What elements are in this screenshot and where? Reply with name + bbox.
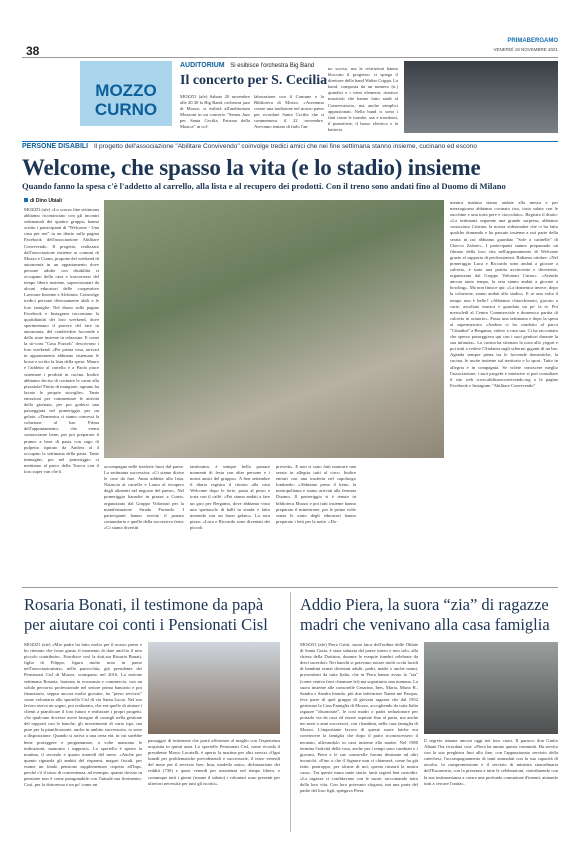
concert-headline: Il concerto per S. Cecilia [180,73,328,88]
feature-col-5: menica mattina siamo andate alla messa e per mezzogiorno abbiamo cucinato riso, torta salata con le zucchine e una torta pere e cioccolato». Registra il diario: «La settimana seguente una grande sorpresa, abbiamo conosciuto Cristina, la nostra videomaker che ci ha fatto qualche domanda e ha passato insieme a noi parte della serata in cui abbiamo guardato "Sole a catinelle" di Checco Zalone». I partecipanti stanno preparando un filmato della loro vita nell'appartamento di Welcome grazie al supporto di professionisti. Ridiamo ottobre: «Nel pomeriggio Luca e Riccardo sono andati a giocare a calcetto, è stato una partita avvincente e divertente, organizzata dal Gruppo Volontari Curno». «Avendo ancora tanto tempo, la sera siamo andati a giocare a bowling». Ma non finisce qui: «La domenica invece, dopo la colazione, siamo andati allo stadio». E se una volta il tempo non è bello? «Abbiamo chiacchierato, giocato a carte, ascoltato musica e guardato un po' la tv. Poi mercoledì al Centro Commerciale e domenica partita di calcetto in oratorio». Passa una settimana e dopo la spesa al supermercato «Andrea ci ha condotto al parco "Cittadini" a Bergamo, videro a casa sua. Ci ha raccontato che spesso passeggiava qui con i suoi genitori durante la sua infanzia». La cucina ha sfornato la torta allo yogurt e poi tutti a vedere l'Atalanta sugli schermi giganti di un bar. Agenda sempre piena tra le faccende domestiche, la cucina, le uscite insieme sul territorio e lo sport. Tutto in allegria e in compagnia. Se volete conoscere meglio l'associazione, i suoi progetti e iniziative si può consultare il sito web www.abilitareconvivendo.org o le pagine Facebook e Instagram "Abilitare Convivendo" [450,200,558,388]
piera-headline: Addio Piera, la suora “zia” di ragazze madri che venivano alla casa famiglia [300,595,550,634]
concert-section-tag: AUDITORIUM [180,62,225,69]
concert-col-2: laborazione con il Comune e la Biblioteca di Mozzo. «Avremmo creare una tradizione nel nostro paese per ricordare Santa Cecilia che si commemora il 22 novembre. Avevamo tentato di farlo l'an- [254,94,324,130]
feature-kicker-text: Il progetto dell'associazione "Abilitare Convivendo" coinvolge tredici amici che nei fine settimana stanno insieme, cucinano ed escono [93,143,478,150]
concert-kicker-text: Si esibisce l'orchestra Big Band [230,63,315,69]
piera-gritti-photo [424,642,558,734]
feature-kicker [22,143,477,150]
page-header-rule [22,44,558,58]
group-photo [104,200,444,458]
lower-divider [22,587,558,588]
rosaria-bonati-photo [148,642,280,734]
piera-col-2: Il segreto rimane ancora oggi nei loro cuori. Il parroco don Giulio Albani l'ha ricordata così: «Piera ha amato questa comunità. Ha servito con la sua preghiera fino alla fine, con l'appassionato servizio della catechesi, l'accompagnamento di tanti ammalati con la sua capacità di ascolto, la compromissione e il servizio di ministra straordinaria dell'Eucarestia, con la presenza a tutte le celebrazioni, contribuendo con la sua testimonianza a creare una profonda comunione d'intenti, aiutando tutti a cercare l'unità». [424,738,558,786]
concert-col-3: no scorso, ma le restrizioni hanno bloccato il progetto» ci spiega il direttore della band Walter Crippa. La band, composta da un numero (n.) quindici e i venti elementi, riunisce musicisti che hanno fatto studi al Conservatorio, ma anche semplici appassionati. Nella band ci sono i fiati come le trombe, sax e tromboni, il pianoforte, il basso elettrico e la batteria. [328,66,398,132]
feature-headline: Welcome, che spasso la vita (e lo stadio) insieme [22,155,481,180]
section-rule [22,141,558,142]
big-band-photo [404,61,558,133]
feature-col-2: accompagna nelle trasferte fuori dal paese. La settimana successiva: «Ci siamo divise le cose da fare. Anna addetta alla lista, Natascia al carrello e Laura al recupero degli alimenti nel negozio del paese». Nel pomeriggio karaoke in piazza a Curno, organizzato dal Gruppo Volontari per la manifestazione Strada Facendo. I partecipanti hanno servito il pranzo comunitario e quello della successiva festa: «Ci siamo divertiti [104,464,184,530]
bonati-headline: Rosaria Bonati, il testimone da papà per aiutare coi conti i Pensionati Cisl [24,595,268,634]
feature-section-tag: PERSONE DISABILI [22,143,89,150]
feature-col-4: provetti». E non si sono fatti mancare una serata in allegria tutti al circo. Inoltre entrati con una trasferta nel capoluogo lombardo: «Abbiamo preso il treno, la metropolitana e siamo arrivati alla fermata Duomo. Il pomeriggio si è tenuto in biblioteca Mozzo e poi tutti insieme hanno preparato il minestrone, per le prime volte senza le aiuto degli educatori hanno preparato i letti per la notte. «Do- [276,464,356,524]
concert-kicker [180,62,314,69]
concert-col-1: MOZZO (afe) Sabato 20 novembre alle 20.30 la Big Band, orchestra jazz di Mozzo, si esibirà all'auditorium Mozzoni in un concerto "Serata Jazz per Santa Cecilia, Patrona della Musica" in col- [180,94,250,130]
feature-subtitle: Quando fanno la spesa c'è l'addetto al carrello, alla lista e al recupero dei prodotti. Con il treno sono andati fino al Duomo di Milano [22,181,506,191]
feature-col-1: MOZZO (afe) «Lo scorso fine settimana abbiamo ricominciato con gli incontri settimanali dei quattro gruppi» hanno scritto i partecipanti di "Welcome - Una casa per noi" in un diario sulla pagina Facebook dell'associazione Abilitare Convivendo. Il progetto, realizzato dall'associazione insieme ai comuni di Mozzo e Curno, propone del weekend di autonomia in un appartamento dove persone adulte con disabilità si occupano della casa e trascorrono del tempo libero insieme, supervisionati da alcuni educatori delle cooperative Lavorare Insieme e Alchimia. Coinvolge tredici persone diversamente abili e le loro famiglie. Nel diario sulle pagine Facebook e Instagram raccontano la quotidianità dei loro weekend, dove sperimentano il piacere del fare in autonomia, del condividere faccende e dello stare insieme in relazione. E come la sit-com "Casa Pozzoli" descrivono i loro weekend: «Per prima cosa, arrivati in appartamento abbiamo sistemato le borse e scritto la lista della spesa. Mauro e l'addetto al carrello e a Paolo piace sistemare i prodotti in cucina. Inoltre abbiamo deciso di cucinare le carne alla pizzaiola! Finito di mangiare, ognuno ha lavato le proprie stoviglie». Tante emozioni per commentare le attività della giornata, per poi godersi una passeggiata nel pomeriggio per un gelato. «Domenica ci siamo concessi la colazione al bar. Prima dell'appuntamento, che eremi comosciarne bene, per poi preparare il pranzo a base di pasta con sugo di pulpetto ispirato da Andrea al 4 occupato la settimana della pasta. Tante immagini, poi nel pomeriggio ci mettiamo al parco della Trucca con il loro super van che li [24,207,99,475]
piera-col-1: MOZZO (afe) Piera Gritti, suora laica dell'ordine delle Oblate di Santa Grata, è stata salutata dal paese intero e non solo, alla chiesa della Dottrina, durante le esequie funebri celebrate da dieci sacerdoti. Nei banchi si potevano notare molti occhi lucidi di bambini ormai diventati adulti, padri, madri o anche nonni, provenienti da tutta Italia, che in Piera hanno avuto la "zia" (come veniva farsi chiamare lei) ma soprattutto una mamma. La suora insieme alle consorelle Cesarina, Ines, Maria, Mario B., Sandra e Sandra biondo, più due infermiere Nanni me Pasqua, fece parte di quel gruppo di giovani ragazze che dal 1952 gestirono la Casa Famiglia di Mozzo, accogliendo da tutta Italia ragazze "disonorate", le così madri o padri seduzionore per portarle via da casa ed essere ospitate fino al parto, ma anche nei mesi o anni successivi, con i bambini, nella casa famiglia di Mozzo. L'importante lavoro di queste suore laiche era convincere la famiglia che dopo il parto riconoscessero il neonato, allevandolo in casa insieme alla madre. Nel 1980 termina l'attività della casa, anche per i tempi sono cambiati e i giovani, Piera e le sue consorelle furono destinate ad altri incarichi. «Fino a che il Signore non ci chiamerà, come ha già fatto, purtroppo, per alcune di noi, questa rimarrà la nostra casa». Tra queste mura tante storie, tanti segreti ben custoditi. «La ragazze ci confidavano con le suore, raccontando tutto della loro vita. Con loro potevano sfogarsi, ma una parte del padre del loro figli, spiegava Piera. [300,642,418,794]
town-label-curno: CURNO [94,100,158,119]
bonati-col-1: MOZZO (afe) «Mio padre ha fatto molto per il nostro paese e ho ritenuto che fosse giusto il momento di dare anch'io il mio piccolo contributo». Esordisce così la dott.ssa Rosaria Bonati, figlia di Filippo, figura molto nota in paese nell'associazionismo, nella parrocchia, già presidente dei Pensionati Cisl di Mozzo, scomparso nel 2016. La sezione settimana Rosaria, laureata in economia e commercio, con un solido percorso professionale nel settore prima bancario e poi finanziario, seppur ancora molto giovane, ha "preso servizio" come volontaria allo sportello Cisl di via Santa Lucia. Nel suo lavoro aveva un sogno, poi realizzato, che era quello di aiutare i clienti a pianificare il loro futuro e realizzare i propri progetti. «Se qualcuno dovesse avere bisogno di consigli nella gestione del rapporti con le banche, gli investimenti di vario tipo, ma pure per la pianificazione, anche in ambito successorio, io sono a disposizione. Quando si arriva a una certa età, in cui sarebbe bene proteggere e programmare, a volte mancano le indicazioni, mancano i supporti». Lo sportello è aperto la mattina, il secondo e quarto martedì del mese. «Anche per quanto riguarda gli ambiti del risparmi, magari fiscali, per esame un fondo pensione supplementare rispetto all'Inps, perché c'è il tasso di convenienza, ad esempio, quanto dovuto in pensione non è come paragonabile con l'attuale ma fiorimento. Così, per la dottoressa è un po' come un [24,642,142,788]
issue-date: VENERDÌ 19 NOVEMBRE 2021 [493,47,558,52]
feature-byline [24,198,62,204]
byline-marker-icon [24,198,28,202]
bonati-col-2: passaggio di testimone che potrà affrontare al meglio con l'esperienza acquisita in questi anni. Lo sportello Pensionati Cisl, come ricorda il presidente Marco Locatelli, è aperto la mattina per altri servizi «Ogni lunedì per problematiche previdenziali e successorie, il terzo venerdì del mese per il servizio Isee, Imu, modello unico, dichiarazione dei redditi (730) e quest venerdì per assistenza nel tempo libero, e comunque tutti i giorni (tranne il sabato) i volontari sono presenti per ulteriori necessità per tutti gli iscritti». [148,738,280,786]
page-number: 38 [26,44,40,58]
column-divider [290,592,291,832]
feature-col-3: tantissimo, è sempre bello passare momenti di festa con altre persone e i nostri amici del gruppo». A fine settembre il diario registra il ritorno alla casa Welcome dopo le ferie, pasta al pesto e torta con il caffè. «Poi siamo andati a fare un giro per Bergamo, dove abbiamo visto uno spettacolo di balli in strada e fatto merenda con un buon gelato». La sera pizza: «Luca e Riccardo sono diventati dei piccoli [190,464,270,530]
masthead: PRIMABERGAMO [507,38,558,44]
town-label-mozzo: MOZZO [95,81,157,100]
byline-author: di Dino Ubiali [30,198,62,204]
